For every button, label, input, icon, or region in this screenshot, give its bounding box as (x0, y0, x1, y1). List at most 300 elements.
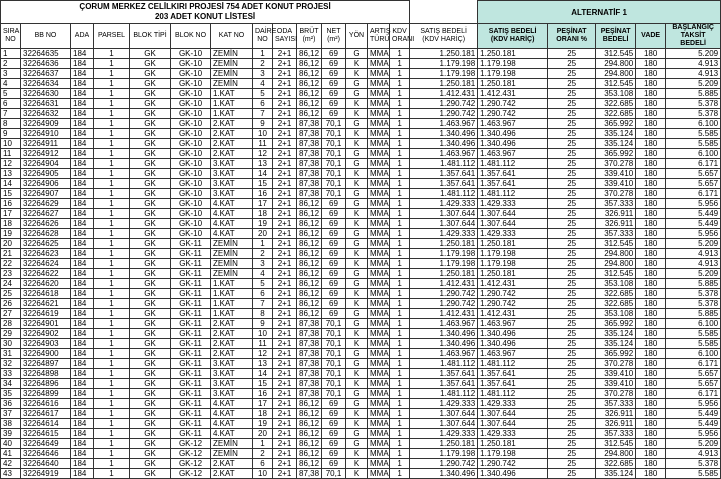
cell-daire-no: 8 (253, 309, 273, 319)
cell-kat-no: 4.KAT (211, 219, 253, 229)
cell-oda-sayisi: 2+1 (273, 429, 297, 439)
header-kat-no: KAT NO (211, 24, 253, 49)
cell-yon: K (346, 329, 368, 339)
cell-daire-no: 14 (253, 369, 273, 379)
table-row (1, 329, 721, 339)
cell-vade: 180 (636, 199, 666, 209)
cell-ada: 184 (71, 189, 94, 199)
cell-kdv-orani: 1 (390, 469, 410, 479)
cell-blok-no: GK-11 (171, 379, 211, 389)
cell-pesinat-bedeli: 357.333 (596, 399, 636, 409)
cell-blok-no: GK-10 (171, 119, 211, 129)
cell-alt-satis-bedeli: 1.412.431 (478, 309, 548, 319)
cell-blok-no: GK-10 (171, 79, 211, 89)
cell-ada: 184 (71, 279, 94, 289)
table-row (1, 369, 721, 379)
cell-baslangic-taksit: 5.209 (666, 49, 721, 59)
cell-sira-no: 30 (1, 339, 21, 349)
header-pesinat-orani: PEŞİNAT ORANI % (548, 24, 596, 49)
cell-baslangic-taksit: 5.956 (666, 229, 721, 239)
cell-artis-turu: MMA (368, 289, 390, 299)
cell-kat-no: 4.KAT (211, 419, 253, 429)
cell-pesinat-bedeli: 312.545 (596, 79, 636, 89)
cell-alt-satis-bedeli: 1.250.181 (478, 239, 548, 249)
cell-yon: G (346, 189, 368, 199)
cell-oda-sayisi: 2+1 (273, 199, 297, 209)
cell-brut: 86,12 (297, 89, 322, 99)
cell-parsel: 1 (94, 349, 130, 359)
cell-kat-no: 3.KAT (211, 159, 253, 169)
header-parsel: PARSEL (94, 24, 130, 49)
cell-alt-satis-bedeli: 1.340.496 (478, 139, 548, 149)
table-row (1, 119, 721, 129)
cell-pesinat-orani: 25 (548, 319, 596, 329)
cell-artis-turu: MMA (368, 129, 390, 139)
cell-blok-tipi: GK (130, 359, 171, 369)
cell-bb-no: 32264902 (21, 329, 71, 339)
cell-satis-bedeli: 1.179.198 (410, 449, 478, 459)
cell-artis-turu: MMA (368, 329, 390, 339)
cell-net: 69 (322, 259, 346, 269)
cell-daire-no: 12 (253, 149, 273, 159)
cell-kat-no: 4.KAT (211, 429, 253, 439)
cell-kat-no: 2.KAT (211, 319, 253, 329)
table-row (1, 299, 721, 309)
cell-bb-no: 32264919 (21, 469, 71, 479)
cell-oda-sayisi: 2+1 (273, 229, 297, 239)
cell-kat-no: 4.KAT (211, 209, 253, 219)
cell-brut: 87,38 (297, 129, 322, 139)
cell-baslangic-taksit: 5.657 (666, 379, 721, 389)
cell-pesinat-bedeli: 322.685 (596, 459, 636, 469)
cell-sira-no: 5 (1, 89, 21, 99)
cell-ada: 184 (71, 209, 94, 219)
cell-vade: 180 (636, 269, 666, 279)
cell-blok-no: GK-11 (171, 259, 211, 269)
cell-yon: G (346, 159, 368, 169)
cell-bb-no: 32264906 (21, 179, 71, 189)
title-spacer (410, 1, 478, 24)
cell-blok-no: GK-12 (171, 439, 211, 449)
cell-daire-no: 2 (253, 449, 273, 459)
cell-pesinat-bedeli: 357.333 (596, 229, 636, 239)
cell-pesinat-orani: 25 (548, 349, 596, 359)
cell-ada: 184 (71, 269, 94, 279)
cell-net: 70,1 (322, 349, 346, 359)
cell-blok-tipi: GK (130, 329, 171, 339)
cell-vade: 180 (636, 229, 666, 239)
cell-blok-no: GK-11 (171, 249, 211, 259)
cell-kdv-orani: 1 (390, 259, 410, 269)
cell-kdv-orani: 1 (390, 309, 410, 319)
cell-pesinat-bedeli: 365.992 (596, 349, 636, 359)
cell-pesinat-orani: 25 (548, 449, 596, 459)
cell-baslangic-taksit: 5.885 (666, 279, 721, 289)
cell-brut: 86,12 (297, 259, 322, 269)
cell-sira-no: 4 (1, 79, 21, 89)
cell-bb-no: 32264631 (21, 99, 71, 109)
cell-kdv-orani: 1 (390, 299, 410, 309)
cell-artis-turu: MMA (368, 59, 390, 69)
cell-brut: 86,12 (297, 49, 322, 59)
cell-satis-bedeli: 1.481.112 (410, 189, 478, 199)
cell-satis-bedeli: 1.179.198 (410, 249, 478, 259)
cell-bb-no: 32264620 (21, 279, 71, 289)
cell-sira-no: 15 (1, 189, 21, 199)
cell-daire-no: 14 (253, 169, 273, 179)
cell-sira-no: 27 (1, 309, 21, 319)
cell-pesinat-orani: 25 (548, 49, 596, 59)
cell-ada: 184 (71, 299, 94, 309)
cell-ada: 184 (71, 409, 94, 419)
cell-blok-tipi: GK (130, 279, 171, 289)
cell-satis-bedeli: 1.357.641 (410, 179, 478, 189)
cell-daire-no: 20 (253, 229, 273, 239)
cell-daire-no: 3 (253, 259, 273, 269)
cell-kat-no: ZEMİN (211, 59, 253, 69)
cell-artis-turu: MMA (368, 419, 390, 429)
cell-kat-no: 2.KAT (211, 129, 253, 139)
cell-pesinat-orani: 25 (548, 249, 596, 259)
cell-ada: 184 (71, 249, 94, 259)
cell-satis-bedeli: 1.340.496 (410, 329, 478, 339)
cell-sira-no: 26 (1, 299, 21, 309)
cell-alt-satis-bedeli: 1.340.496 (478, 329, 548, 339)
cell-oda-sayisi: 2+1 (273, 329, 297, 339)
cell-alt-satis-bedeli: 1.179.198 (478, 249, 548, 259)
cell-pesinat-bedeli: 339.410 (596, 169, 636, 179)
cell-pesinat-bedeli: 294.800 (596, 59, 636, 69)
cell-net: 70,1 (322, 379, 346, 389)
cell-parsel: 1 (94, 299, 130, 309)
cell-net: 69 (322, 419, 346, 429)
cell-artis-turu: MMA (368, 149, 390, 159)
cell-vade: 180 (636, 249, 666, 259)
cell-bb-no: 32264907 (21, 189, 71, 199)
table-row (1, 99, 721, 109)
cell-bb-no: 32264899 (21, 389, 71, 399)
cell-net: 69 (322, 439, 346, 449)
cell-baslangic-taksit: 5.885 (666, 309, 721, 319)
cell-baslangic-taksit: 5.657 (666, 369, 721, 379)
cell-blok-no: GK-10 (171, 179, 211, 189)
cell-oda-sayisi: 2+1 (273, 399, 297, 409)
cell-parsel: 1 (94, 159, 130, 169)
cell-alt-satis-bedeli: 1.429.333 (478, 229, 548, 239)
cell-ada: 184 (71, 139, 94, 149)
table-row (1, 199, 721, 209)
cell-yon: K (346, 139, 368, 149)
cell-blok-tipi: GK (130, 389, 171, 399)
cell-oda-sayisi: 2+1 (273, 69, 297, 79)
cell-oda-sayisi: 2+1 (273, 279, 297, 289)
cell-blok-tipi: GK (130, 139, 171, 149)
cell-yon: G (346, 89, 368, 99)
cell-ada: 184 (71, 199, 94, 209)
cell-pesinat-bedeli: 326.911 (596, 419, 636, 429)
cell-parsel: 1 (94, 359, 130, 369)
header-artis-turu: ARTIŞ TÜRÜ (368, 24, 390, 49)
cell-bb-no: 32264903 (21, 339, 71, 349)
cell-yon: K (346, 59, 368, 69)
cell-kdv-orani: 1 (390, 159, 410, 169)
cell-yon: K (346, 99, 368, 109)
cell-pesinat-bedeli: 294.800 (596, 249, 636, 259)
cell-vade: 180 (636, 319, 666, 329)
cell-sira-no: 20 (1, 239, 21, 249)
cell-artis-turu: MMA (368, 249, 390, 259)
cell-artis-turu: MMA (368, 409, 390, 419)
cell-daire-no: 4 (253, 79, 273, 89)
cell-pesinat-orani: 25 (548, 229, 596, 239)
cell-ada: 184 (71, 49, 94, 59)
cell-vade: 180 (636, 459, 666, 469)
cell-kat-no: 3.KAT (211, 359, 253, 369)
cell-kat-no: 3.KAT (211, 179, 253, 189)
cell-kat-no: 2.KAT (211, 139, 253, 149)
cell-blok-tipi: GK (130, 379, 171, 389)
cell-blok-no: GK-11 (171, 359, 211, 369)
cell-blok-tipi: GK (130, 159, 171, 169)
cell-artis-turu: MMA (368, 49, 390, 59)
cell-blok-tipi: GK (130, 289, 171, 299)
cell-oda-sayisi: 2+1 (273, 469, 297, 479)
cell-pesinat-orani: 25 (548, 139, 596, 149)
cell-pesinat-orani: 25 (548, 209, 596, 219)
cell-net: 69 (322, 219, 346, 229)
cell-pesinat-orani: 25 (548, 409, 596, 419)
cell-baslangic-taksit: 5.657 (666, 179, 721, 189)
cell-sira-no: 39 (1, 429, 21, 439)
cell-oda-sayisi: 2+1 (273, 79, 297, 89)
table-row (1, 149, 721, 159)
cell-bb-no: 32264616 (21, 399, 71, 409)
cell-kdv-orani: 1 (390, 389, 410, 399)
cell-pesinat-bedeli: 326.911 (596, 209, 636, 219)
table-row (1, 169, 721, 179)
cell-daire-no: 9 (253, 119, 273, 129)
cell-bb-no: 32264896 (21, 379, 71, 389)
cell-blok-no: GK-11 (171, 239, 211, 249)
cell-blok-no: GK-12 (171, 449, 211, 459)
cell-satis-bedeli: 1.481.112 (410, 359, 478, 369)
cell-kdv-orani: 1 (390, 229, 410, 239)
table-row (1, 249, 721, 259)
cell-blok-tipi: GK (130, 189, 171, 199)
cell-alt-satis-bedeli: 1.340.496 (478, 469, 548, 479)
cell-kdv-orani: 1 (390, 49, 410, 59)
table-row (1, 269, 721, 279)
cell-ada: 184 (71, 399, 94, 409)
cell-satis-bedeli: 1.481.112 (410, 389, 478, 399)
cell-parsel: 1 (94, 79, 130, 89)
cell-net: 69 (322, 49, 346, 59)
cell-parsel: 1 (94, 189, 130, 199)
cell-artis-turu: MMA (368, 79, 390, 89)
cell-parsel: 1 (94, 69, 130, 79)
cell-artis-turu: MMA (368, 259, 390, 269)
cell-alt-satis-bedeli: 1.250.181 (478, 439, 548, 449)
cell-ada: 184 (71, 439, 94, 449)
cell-bb-no: 32264626 (21, 219, 71, 229)
cell-net: 70,1 (322, 129, 346, 139)
cell-parsel: 1 (94, 469, 130, 479)
cell-vade: 180 (636, 119, 666, 129)
cell-brut: 87,38 (297, 349, 322, 359)
cell-alt-satis-bedeli: 1.429.333 (478, 399, 548, 409)
cell-artis-turu: MMA (368, 269, 390, 279)
cell-pesinat-orani: 25 (548, 159, 596, 169)
cell-baslangic-taksit: 5.209 (666, 269, 721, 279)
cell-pesinat-orani: 25 (548, 99, 596, 109)
cell-baslangic-taksit: 5.378 (666, 99, 721, 109)
cell-pesinat-bedeli: 322.685 (596, 289, 636, 299)
cell-ada: 184 (71, 109, 94, 119)
cell-sira-no: 22 (1, 259, 21, 269)
cell-artis-turu: MMA (368, 219, 390, 229)
cell-bb-no: 32264635 (21, 49, 71, 59)
cell-blok-no: GK-11 (171, 309, 211, 319)
cell-kdv-orani: 1 (390, 319, 410, 329)
cell-kat-no: 3.KAT (211, 369, 253, 379)
cell-sira-no: 6 (1, 99, 21, 109)
cell-artis-turu: MMA (368, 209, 390, 219)
cell-blok-tipi: GK (130, 179, 171, 189)
cell-brut: 86,12 (297, 109, 322, 119)
cell-kat-no: 2.KAT (211, 349, 253, 359)
table-row (1, 229, 721, 239)
cell-brut: 86,12 (297, 289, 322, 299)
cell-vade: 180 (636, 79, 666, 89)
cell-yon: G (346, 389, 368, 399)
cell-sira-no: 25 (1, 289, 21, 299)
cell-alt-satis-bedeli: 1.463.967 (478, 149, 548, 159)
cell-artis-turu: MMA (368, 309, 390, 319)
cell-alt-satis-bedeli: 1.179.198 (478, 69, 548, 79)
cell-sira-no: 35 (1, 389, 21, 399)
cell-blok-no: GK-11 (171, 399, 211, 409)
cell-pesinat-bedeli: 312.545 (596, 49, 636, 59)
cell-brut: 86,12 (297, 429, 322, 439)
cell-satis-bedeli: 1.290.742 (410, 99, 478, 109)
cell-pesinat-orani: 25 (548, 149, 596, 159)
cell-oda-sayisi: 2+1 (273, 49, 297, 59)
cell-net: 69 (322, 279, 346, 289)
cell-brut: 86,12 (297, 419, 322, 429)
cell-brut: 86,12 (297, 449, 322, 459)
cell-kat-no: ZEMİN (211, 49, 253, 59)
cell-brut: 87,38 (297, 389, 322, 399)
cell-bb-no: 32264624 (21, 259, 71, 269)
cell-bb-no: 32264900 (21, 349, 71, 359)
cell-sira-no: 41 (1, 449, 21, 459)
cell-kdv-orani: 1 (390, 99, 410, 109)
table-row (1, 389, 721, 399)
cell-net: 70,1 (322, 319, 346, 329)
cell-alt-satis-bedeli: 1.481.112 (478, 389, 548, 399)
cell-alt-satis-bedeli: 1.290.742 (478, 109, 548, 119)
cell-bb-no: 32264619 (21, 309, 71, 319)
cell-pesinat-orani: 25 (548, 379, 596, 389)
cell-pesinat-orani: 25 (548, 269, 596, 279)
header-oda-sayisi: ODA SAYISI (273, 24, 297, 49)
table-body (1, 49, 721, 479)
cell-pesinat-orani: 25 (548, 89, 596, 99)
cell-bb-no: 32264640 (21, 459, 71, 469)
cell-baslangic-taksit: 5.657 (666, 169, 721, 179)
cell-oda-sayisi: 2+1 (273, 309, 297, 319)
cell-pesinat-bedeli: 365.992 (596, 119, 636, 129)
cell-kdv-orani: 1 (390, 169, 410, 179)
cell-artis-turu: MMA (368, 279, 390, 289)
cell-baslangic-taksit: 5.449 (666, 409, 721, 419)
cell-blok-tipi: GK (130, 119, 171, 129)
cell-net: 70,1 (322, 119, 346, 129)
cell-yon: K (346, 259, 368, 269)
cell-vade: 180 (636, 289, 666, 299)
cell-ada: 184 (71, 79, 94, 89)
cell-vade: 180 (636, 449, 666, 459)
cell-vade: 180 (636, 409, 666, 419)
cell-alt-satis-bedeli: 1.429.333 (478, 199, 548, 209)
cell-parsel: 1 (94, 409, 130, 419)
cell-satis-bedeli: 1.179.198 (410, 259, 478, 269)
cell-net: 70,1 (322, 369, 346, 379)
cell-brut: 86,12 (297, 309, 322, 319)
cell-kdv-orani: 1 (390, 119, 410, 129)
cell-ada: 184 (71, 129, 94, 139)
cell-pesinat-bedeli: 370.278 (596, 389, 636, 399)
cell-alt-satis-bedeli: 1.307.644 (478, 409, 548, 419)
cell-blok-tipi: GK (130, 239, 171, 249)
cell-ada: 184 (71, 319, 94, 329)
cell-parsel: 1 (94, 129, 130, 139)
cell-oda-sayisi: 2+1 (273, 189, 297, 199)
cell-parsel: 1 (94, 269, 130, 279)
cell-kat-no: ZEMİN (211, 439, 253, 449)
alternative-title: ALTERNATİF 1 (478, 1, 721, 24)
cell-ada: 184 (71, 369, 94, 379)
cell-blok-tipi: GK (130, 79, 171, 89)
cell-blok-no: GK-11 (171, 289, 211, 299)
cell-blok-no: GK-10 (171, 219, 211, 229)
cell-ada: 184 (71, 359, 94, 369)
cell-blok-no: GK-10 (171, 109, 211, 119)
cell-artis-turu: MMA (368, 99, 390, 109)
cell-yon: G (346, 269, 368, 279)
cell-kat-no: 1.KAT (211, 289, 253, 299)
cell-pesinat-orani: 25 (548, 109, 596, 119)
cell-bb-no: 32264904 (21, 159, 71, 169)
cell-yon: G (346, 229, 368, 239)
cell-pesinat-bedeli: 326.911 (596, 409, 636, 419)
cell-alt-satis-bedeli: 1.179.198 (478, 449, 548, 459)
cell-daire-no: 10 (253, 329, 273, 339)
cell-net: 70,1 (322, 189, 346, 199)
cell-brut: 87,38 (297, 169, 322, 179)
cell-blok-no: GK-10 (171, 159, 211, 169)
cell-blok-no: GK-10 (171, 49, 211, 59)
cell-oda-sayisi: 2+1 (273, 129, 297, 139)
cell-yon: K (346, 209, 368, 219)
cell-daire-no: 2 (253, 249, 273, 259)
cell-pesinat-orani: 25 (548, 279, 596, 289)
cell-artis-turu: MMA (368, 179, 390, 189)
cell-brut: 86,12 (297, 279, 322, 289)
cell-pesinat-bedeli: 357.333 (596, 429, 636, 439)
cell-vade: 180 (636, 439, 666, 449)
cell-baslangic-taksit: 5.378 (666, 299, 721, 309)
